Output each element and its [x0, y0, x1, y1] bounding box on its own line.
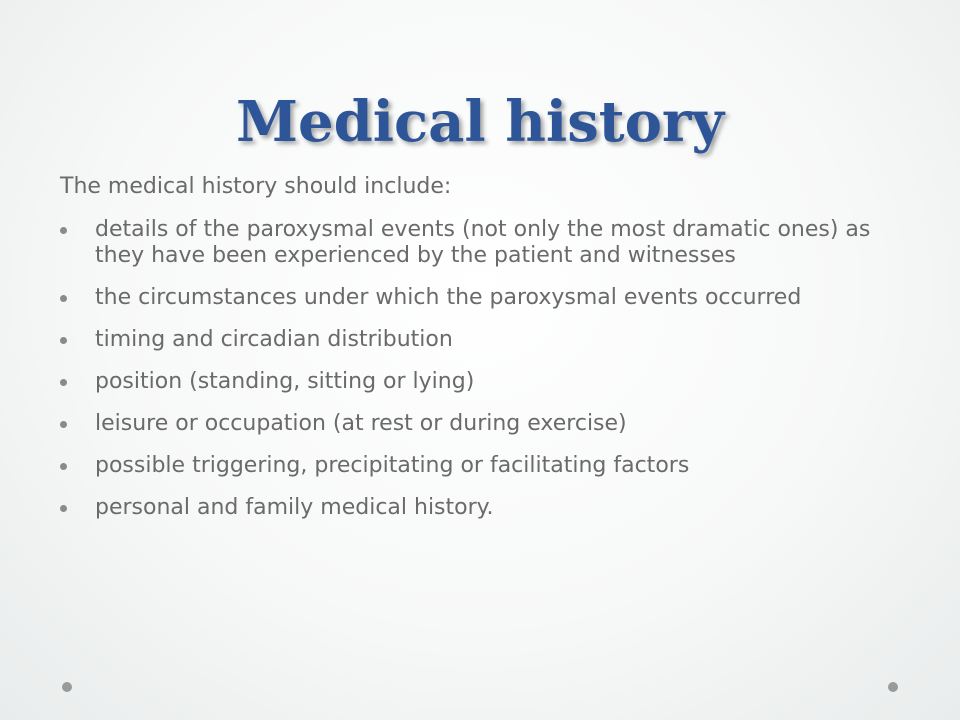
bullet-icon: [60, 379, 67, 386]
bullet-text: the circumstances under which the paroxysmal events occurred: [95, 285, 802, 310]
bullet-icon: [60, 505, 67, 512]
bullet-icon: [60, 227, 67, 234]
bullet-item: [60, 327, 890, 353]
bullet-text: personal and family medical history.: [95, 495, 494, 520]
bullet-icon: [60, 421, 67, 428]
bullet-item: [60, 285, 890, 311]
bullet-item: [60, 453, 890, 479]
bullet-text: details of the paroxysmal events (not only the most dramatic ones) as they have been experienced by the patient and witnesses: [95, 217, 871, 268]
bullet-item: [60, 411, 890, 437]
bullet-icon: [60, 337, 67, 344]
bullet-icon: [60, 295, 67, 302]
bullet-text: timing and circadian distribution: [95, 327, 453, 352]
bullet-text: leisure or occupation (at rest or during exercise): [95, 411, 627, 436]
slide-title: Medical history: [236, 89, 724, 155]
intro-text: The medical history should include:: [60, 174, 452, 199]
decorative-dot-icon: [888, 682, 898, 692]
bullet-list: [60, 217, 890, 521]
bullet-item: [60, 495, 890, 521]
decorative-dot-icon: [62, 682, 72, 692]
bullet-icon: [60, 463, 67, 470]
bullet-text: possible triggering, precipitating or facilitating factors: [95, 453, 690, 478]
bullet-item: [60, 217, 890, 269]
slide-body: [60, 174, 890, 537]
bullet-text: position (standing, sitting or lying): [95, 369, 475, 394]
bullet-item: [60, 369, 890, 395]
